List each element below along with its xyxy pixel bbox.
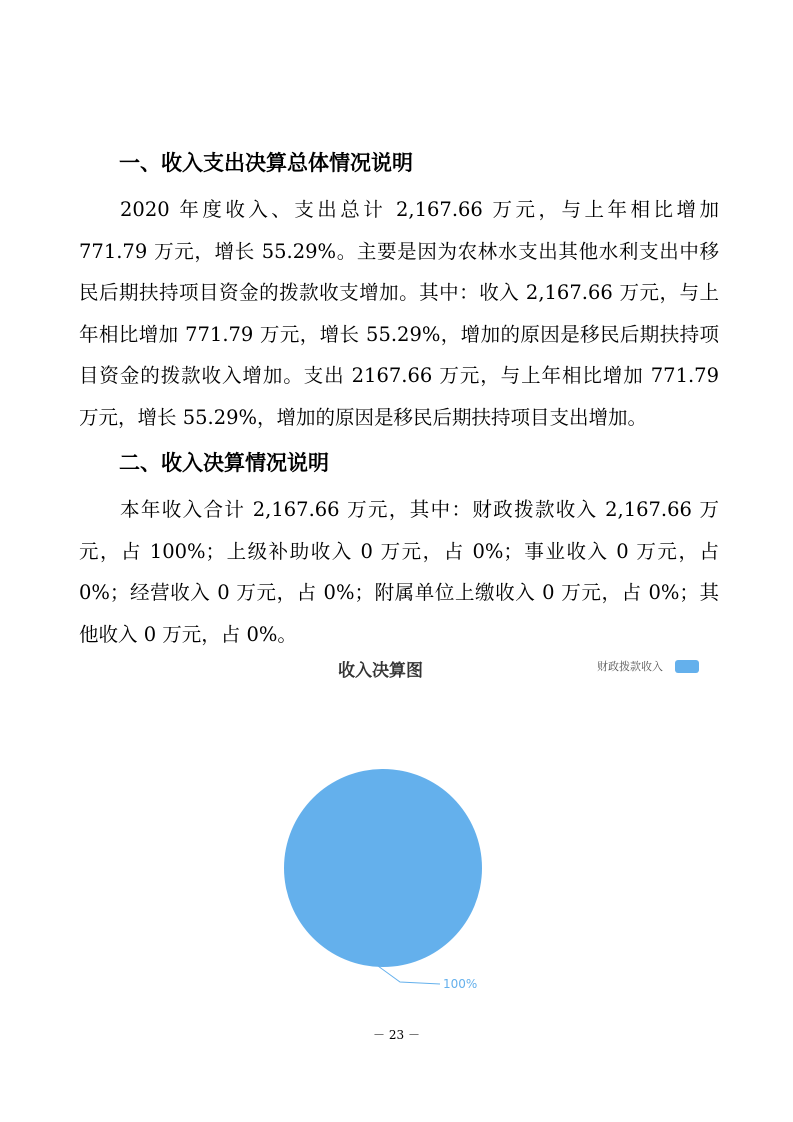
section-heading-overview: 一、收入支出决算总体情况说明	[119, 151, 413, 175]
page-number: － 23 －	[373, 1028, 420, 1042]
pie-slice-0	[284, 769, 482, 967]
pie-chart	[0, 700, 793, 1000]
slice-leader-line	[378, 966, 440, 984]
overview-paragraph: 2020 年度收入、支出总计 2,167.66 万元，与上年相比增加 771.79 万元，增长 55.29%。主要是因为农林水支出其他水利支出中移民后期扶持项目资金的拨款收支增加。其中：收入 2,167.66 万元，与上年相比增加 771.79 万元，增长 55.29%，增加的原因是移民后期扶持项目资金的拨款收入增加。支出 2167.66 万元，与上年相比增加 771.79 万元，增长 55.29%，增加的原因是移民后期扶持项目支出增加。	[79, 198, 719, 429]
income-paragraph: 本年收入合计 2,167.66 万元，其中：财政拨款收入 2,167.66 万元，占 100%；上级补助收入 0 万元，占 0%；事业收入 0 万元，占 0%；经营收入 0 万元，占 0%；附属单位上缴收入 0 万元，占 0%；其他收入 0 万元，占 0%。	[79, 498, 719, 646]
slice-value-label: 100%	[443, 977, 478, 991]
legend-swatch	[675, 660, 699, 673]
chart-title: 收入决算图	[338, 661, 423, 681]
legend-label: 财政拨款收入	[597, 660, 663, 673]
section-heading-income: 二、收入决算情况说明	[119, 451, 329, 475]
